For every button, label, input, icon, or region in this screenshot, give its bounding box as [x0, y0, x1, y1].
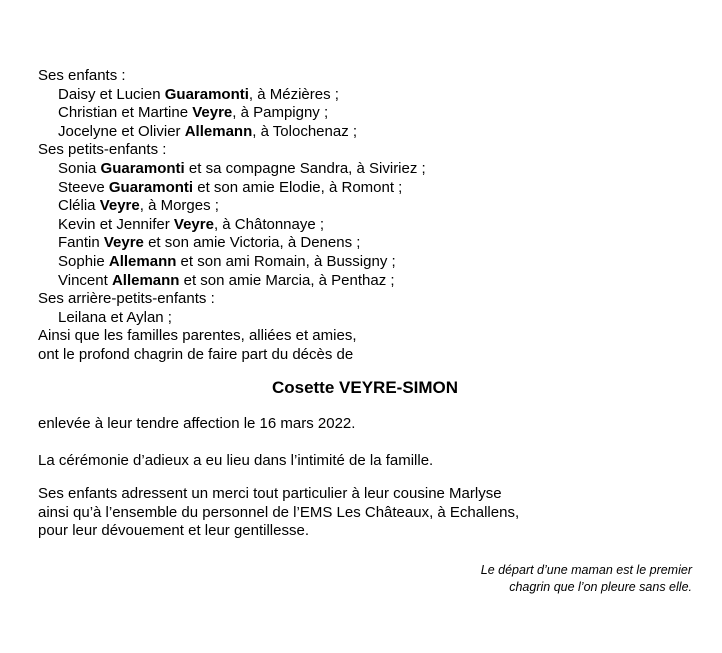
family-text: Vincent	[58, 271, 112, 289]
family-surname: Veyre	[103, 234, 144, 252]
family-text: , à Tolochenaz ;	[252, 122, 358, 140]
family-text: Leilana et Aylan ;	[58, 308, 172, 326]
family-entry	[38, 160, 678, 179]
family-text: et sa compagne Sandra, à Siviriez ;	[184, 159, 426, 177]
paragraph-line: ainsi qu’à l’ensemble du personnel de l’EMS Les Châteaux, à Echallens,	[38, 503, 520, 521]
family-text: Daisy et Lucien	[58, 85, 165, 103]
family-surname: Guaramonti	[164, 85, 249, 103]
family-surname: Guaramonti	[108, 178, 194, 196]
family-surname: Allemann	[108, 252, 177, 270]
family-text: Christian et Martine	[58, 104, 193, 122]
family-entry	[38, 179, 678, 198]
family-text: Sonia	[58, 159, 101, 177]
family-entry	[38, 253, 678, 272]
family-text: ont le profond chagrin de faire part du décès de	[38, 345, 354, 363]
paragraph-line: La cérémonie d’adieux a eu lieu dans l’intimité de la famille.	[38, 452, 434, 469]
family-surname: Veyre	[99, 197, 140, 215]
family-text: Ainsi que les familles parentes, alliées et amies,	[38, 327, 357, 345]
quote-line: chagrin que l’on pleure sans elle.	[509, 579, 692, 594]
family-text: et son ami Romain, à Bussigny ;	[176, 252, 396, 270]
family-surname: Veyre	[173, 215, 214, 233]
family-entry	[38, 197, 678, 216]
family-surname: Allemann	[184, 122, 253, 140]
closing-quote	[481, 562, 692, 595]
family-text: Steeve	[58, 178, 109, 196]
quote-line: Le départ d’une maman est le premier	[480, 563, 692, 577]
thanks-paragraph	[38, 485, 698, 541]
family-text: , à Pampigny ;	[232, 104, 329, 122]
family-surname: Veyre	[192, 104, 233, 122]
family-text: Fantin	[58, 234, 104, 252]
family-entry	[38, 86, 678, 105]
family-list	[38, 67, 678, 365]
family-entry	[38, 234, 678, 253]
family-text: et son amie Marcia, à Penthaz ;	[179, 271, 395, 289]
paragraph-line: pour leur dévouement et leur gentillesse.	[38, 522, 309, 540]
family-heading	[38, 346, 678, 365]
family-entry	[38, 272, 678, 291]
family-text: Sophie	[58, 252, 109, 270]
family-heading	[38, 327, 678, 346]
family-entry	[38, 216, 678, 235]
family-heading	[38, 67, 678, 86]
family-text: Ses enfants :	[38, 67, 126, 84]
family-text: et son amie Victoria, à Denens ;	[143, 234, 361, 252]
family-text: , à Mézières ;	[248, 85, 339, 103]
family-text: Jocelyne et Olivier	[58, 122, 185, 140]
deceased-name: Cosette VEYRE-SIMON	[271, 378, 459, 397]
paragraph-line: enlevée à leur tendre affection le 16 mars 2022.	[38, 415, 356, 432]
family-text: Ses petits-enfants :	[38, 141, 167, 159]
death-date-paragraph	[38, 415, 698, 434]
paragraph-line: Ses enfants adressent un merci tout particulier à leur cousine Marlyse	[38, 485, 502, 502]
family-surname: Allemann	[111, 271, 180, 289]
family-text: Clélia	[58, 197, 100, 215]
family-heading	[38, 141, 678, 160]
family-heading	[38, 290, 678, 309]
ceremony-paragraph	[38, 452, 698, 471]
family-text: , à Châtonnaye ;	[213, 215, 325, 233]
family-entry	[38, 309, 678, 328]
family-text: Ses arrière-petits-enfants :	[38, 290, 215, 308]
family-text: Kevin et Jennifer	[58, 215, 174, 233]
family-text: , à Morges ;	[139, 197, 219, 215]
family-text: et son amie Elodie, à Romont ;	[193, 178, 403, 196]
family-entry	[38, 123, 678, 142]
family-entry	[38, 104, 678, 123]
family-surname: Guaramonti	[100, 159, 185, 177]
